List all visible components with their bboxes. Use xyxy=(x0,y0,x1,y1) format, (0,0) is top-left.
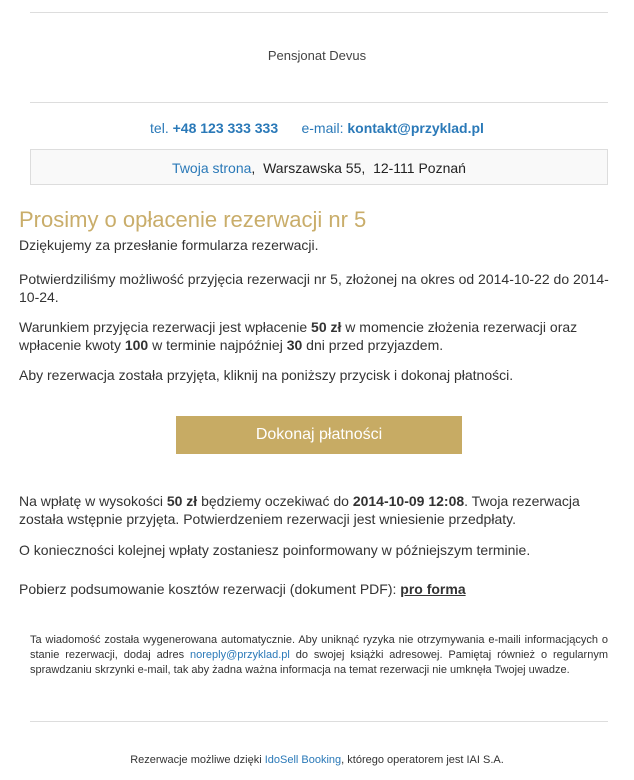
cond-c: w terminie najpóźniej xyxy=(152,337,283,353)
phone-link[interactable]: +48 123 333 333 xyxy=(172,120,279,136)
cond-b: w momencie złożenia rezerwacji oraz wpłacenie kwoty xyxy=(19,319,578,353)
hotel-name: Pensjonat Devus xyxy=(267,48,367,63)
footer-text-b: , którego operatorem jest IAI S.A. xyxy=(341,754,504,766)
cond-days: 30 xyxy=(286,337,303,353)
address-city: 12-111 Poznań xyxy=(373,160,466,176)
confirmation-text: Potwierdziliśmy możliwość przyjęcia rezerwacji nr 5, złożonej na okres od 2014-10-22 do 2014-10-24. xyxy=(19,271,609,305)
thanks-text: Dziękujemy za przesłanie formularza rezerwacji. xyxy=(19,237,319,253)
email-label: e-mail: xyxy=(301,120,344,136)
footer-text-a: Rezerwacje możliwe dzięki xyxy=(130,754,262,766)
notice-b: do swojej książki adresowej. Pamiętaj również o regularnym sprawdzaniu skrzynki e-mail, tak aby żadna ważna informacja na temat rezerwacji nie umknęła Twojej uwadze. xyxy=(30,649,608,676)
payment-conditions xyxy=(19,318,611,354)
pro-forma-link[interactable]: pro forma xyxy=(400,581,466,597)
cond-amount2: 100 xyxy=(124,337,149,353)
notice-a: Ta wiadomość została wygenerowana automatycznie. Aby uniknąć ryzyka nie otrzymywania e-maili informacjących o stanie rezerwacji, dodaj adres xyxy=(30,634,608,661)
next-payment-text: O konieczności kolejnej wpłaty zostaniesz poinformowany w późniejszym terminie. xyxy=(19,542,531,558)
wait-a: Na wpłatę w wysokości xyxy=(19,493,163,509)
contact-line xyxy=(0,120,634,136)
payment-deadline-text xyxy=(19,492,611,528)
cond-d: dni przed przyjazdem. xyxy=(306,337,444,353)
wait-deadline: 2014-10-09 12:08 xyxy=(352,493,465,509)
top-divider xyxy=(30,12,608,13)
noreply-email-link[interactable]: noreply@przyklad.pl xyxy=(190,649,290,661)
pdf-text: Pobierz podsumowanie kosztów rezerwacji (dokument PDF): xyxy=(19,581,397,597)
website-link[interactable]: Twoja strona xyxy=(172,160,252,176)
pdf-line xyxy=(19,580,611,598)
pay-button[interactable]: Dokonaj płatności xyxy=(176,416,462,454)
footer-divider xyxy=(30,721,608,722)
phone-label: tel. xyxy=(150,120,169,136)
footer xyxy=(0,754,634,766)
auto-notice xyxy=(30,633,608,678)
instruction-text: Aby rezerwacja została przyjęta, kliknij na poniższy przycisk i dokonaj płatności. xyxy=(19,367,514,383)
wait-amount: 50 zł xyxy=(166,493,198,509)
email-link[interactable]: kontakt@przyklad.pl xyxy=(347,120,484,136)
address-street: Warszawska 55, xyxy=(263,160,366,176)
cond-a: Warunkiem przyjęcia rezerwacji jest wpłacenie xyxy=(19,319,308,335)
wait-b: będziemy oczekiwać do xyxy=(201,493,349,509)
wait-c: . Twoja rezerwacja została wstępnie przyjęta. Potwierdzeniem rezerwacji jest wniesienie przedpłaty. xyxy=(19,493,580,527)
cond-amount: 50 zł xyxy=(311,319,342,335)
address-bar: Twoja strona, Warszawska 55, 12-111 Poznań xyxy=(30,149,608,185)
idosell-link[interactable]: IdoSell Booking xyxy=(264,754,342,766)
header-divider xyxy=(30,102,608,103)
page-title: Prosimy o opłacenie rezerwacji nr 5 xyxy=(19,207,367,232)
